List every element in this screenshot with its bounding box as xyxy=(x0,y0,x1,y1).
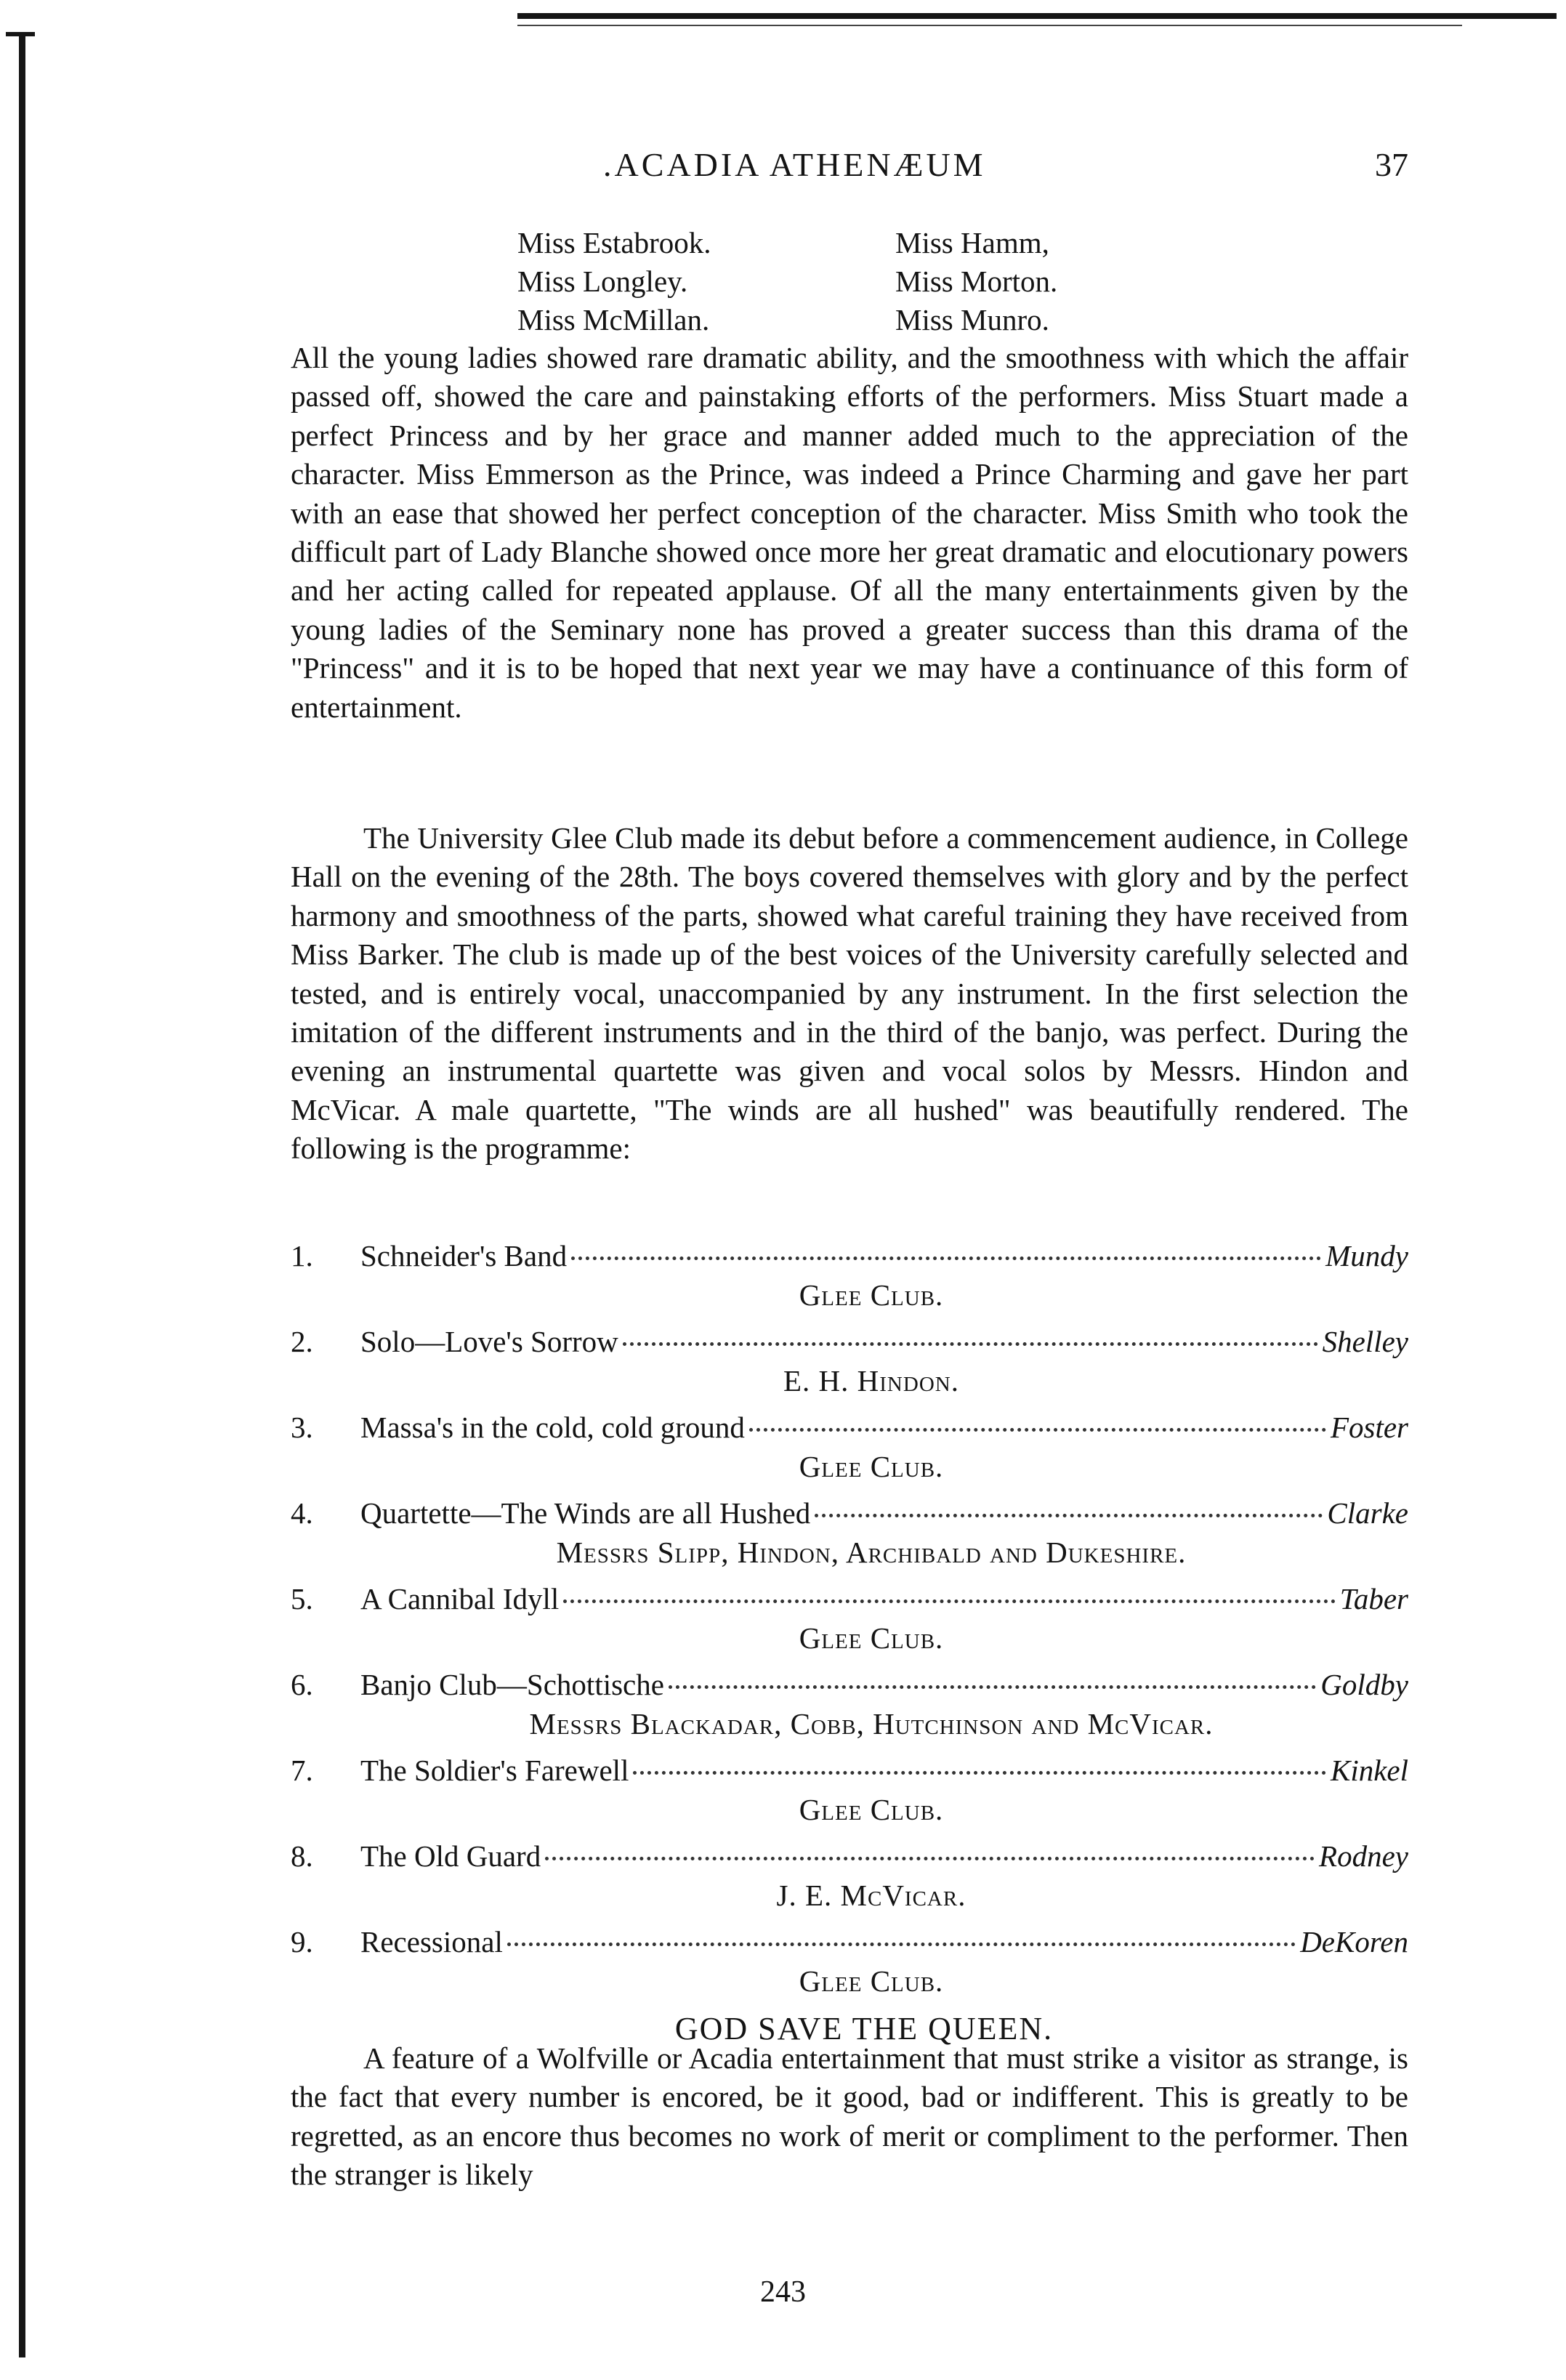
top-rule xyxy=(517,13,1557,19)
item-number: 2. xyxy=(291,1325,313,1358)
item-title: Banjo Club—Schottische xyxy=(360,1668,664,1701)
item-composer: Clarke xyxy=(1327,1496,1408,1530)
item-performer: Glee Club. xyxy=(799,1450,944,1483)
programme-item xyxy=(291,1324,1408,1400)
item-number: 5. xyxy=(291,1582,313,1615)
item-performer: Glee Club. xyxy=(799,1964,944,1998)
cast-row xyxy=(517,262,1057,301)
dot-leader xyxy=(563,1600,1335,1603)
item-composer: Foster xyxy=(1330,1411,1408,1444)
dot-leader xyxy=(633,1771,1326,1775)
item-number: 4. xyxy=(291,1496,313,1530)
programme-list xyxy=(291,1238,1408,2047)
item-composer: Rodney xyxy=(1319,1839,1408,1873)
item-number: 1. xyxy=(291,1239,313,1272)
cast-name: Miss Hamm, xyxy=(895,226,1049,259)
dot-leader xyxy=(623,1342,1318,1346)
cast-name: Miss Morton. xyxy=(895,265,1058,298)
anthem-heading: GOD SAVE THE QUEEN. xyxy=(674,2011,1054,2046)
item-performer: E. H. Hindon. xyxy=(783,1364,959,1397)
programme-item xyxy=(291,1410,1408,1485)
item-title: Quartette—The Winds are all Hushed xyxy=(360,1496,811,1530)
item-title: Recessional xyxy=(360,1925,503,1959)
cast-list xyxy=(517,224,1057,339)
item-performer: Glee Club. xyxy=(799,1793,944,1826)
programme-item xyxy=(291,1839,1408,1914)
item-title: Massa's in the cold, cold ground xyxy=(360,1411,745,1444)
paragraph-review: All the young ladies showed rare dramatic ability, and the smoothness with which the affair passed off, showed the care and painstaking efforts of the performers. Miss Stuart made a perfect Princess and by her grace and manner added much to the appreciation of the character. Miss Emmerson as the Prince, was indeed a Prince Charming and gave her part with an ease that showed her perfect conception of the character. Miss Smith who took the difficult part of Lady Blanche showed once more her great dramatic and elocutionary powers and her acting called for repeated applause. Of all the many entertainments given by the young ladies of the Seminary none has proved a greater success than this drama of the "Princess" and it is to be hoped that next year we may have a continuance of this form of entertainment. xyxy=(291,341,1408,724)
running-title: .ACADIA ATHENÆUM xyxy=(603,146,986,183)
programme-item xyxy=(291,1238,1408,1314)
programme-item xyxy=(291,1496,1408,1571)
item-number: 9. xyxy=(291,1925,313,1959)
page-number: 37 xyxy=(1375,146,1408,183)
item-performer: J. E. McVicar. xyxy=(776,1879,966,1912)
item-performer: Glee Club. xyxy=(799,1621,944,1655)
paragraph-glee-club: The University Glee Club made its debut before a commencement audience, in College Hall on the evening of the 28th. The boys covered themselves with glory and by the perfect harmony and smoothness of the parts, showed what careful training they have received from Miss Barker. The club is made up of the best voices of the University carefully selected and tested, and is entirely vocal, unaccompanied by any instrument. In the first selection the imitation of the different instruments and in the third of the banjo, was perfect. During the evening an instrumental quartette was given and vocal solos by Messrs. Hindon and McVicar. A male quartette, "The winds are all hushed" was beautifully rendered. The following is the programme: xyxy=(291,821,1408,1166)
cast-name: Miss Munro. xyxy=(895,303,1049,336)
item-composer: Goldby xyxy=(1320,1668,1408,1701)
item-composer: Taber xyxy=(1339,1582,1408,1615)
dot-leader xyxy=(815,1514,1323,1517)
paragraph-encores: A feature of a Wolfville or Acadia entertainment that must strike a visitor as strange, is the fact that every number is encored, be it good, bad or indifferent. This is greatly to be regretted, as an encore thus becomes no work of merit or compliment to the performer. Then the stranger is likely xyxy=(291,2041,1408,2192)
cast-name: Miss McMillan. xyxy=(517,303,710,336)
item-number: 7. xyxy=(291,1754,313,1787)
item-number: 3. xyxy=(291,1411,313,1444)
folio-number: 243 xyxy=(760,2275,806,2309)
item-composer: Mundy xyxy=(1325,1239,1408,1272)
item-title: A Cannibal Idyll xyxy=(360,1582,560,1615)
dot-leader xyxy=(545,1857,1315,1860)
item-performer: Messrs Slipp, Hindon, Archibald and Dukeshire. xyxy=(556,1536,1187,1569)
programme-item xyxy=(291,1667,1408,1743)
cast-name: Miss Longley. xyxy=(517,265,688,298)
item-title: The Old Guard xyxy=(360,1839,541,1873)
item-performer: Glee Club. xyxy=(799,1278,944,1312)
dot-leader xyxy=(507,1943,1296,1946)
item-performer: Messrs Blackadar, Cobb, Hutchinson and McVicar. xyxy=(529,1707,1214,1740)
item-composer: Kinkel xyxy=(1330,1754,1408,1787)
item-title: Solo—Love's Sorrow xyxy=(360,1325,618,1358)
item-number: 8. xyxy=(291,1839,313,1873)
dot-leader xyxy=(749,1428,1326,1432)
item-title: Schneider's Band xyxy=(360,1239,568,1272)
running-header xyxy=(0,145,1566,196)
cast-name: Miss Estabrook. xyxy=(517,226,711,259)
top-rule-thin xyxy=(517,25,1462,26)
item-title: The Soldier's Farewell xyxy=(360,1754,629,1787)
item-composer: Shelley xyxy=(1322,1325,1408,1358)
programme-item xyxy=(291,1924,1408,2000)
cast-row xyxy=(517,224,1057,262)
page-edge-rule xyxy=(19,32,25,2357)
item-composer: DeKoren xyxy=(1300,1925,1408,1959)
dot-leader xyxy=(571,1256,1321,1260)
item-number: 6. xyxy=(291,1668,313,1701)
dot-leader xyxy=(669,1685,1316,1689)
programme-item xyxy=(291,1753,1408,1828)
programme-item xyxy=(291,1581,1408,1657)
page-edge-tick xyxy=(6,32,35,36)
cast-row xyxy=(517,301,1057,339)
